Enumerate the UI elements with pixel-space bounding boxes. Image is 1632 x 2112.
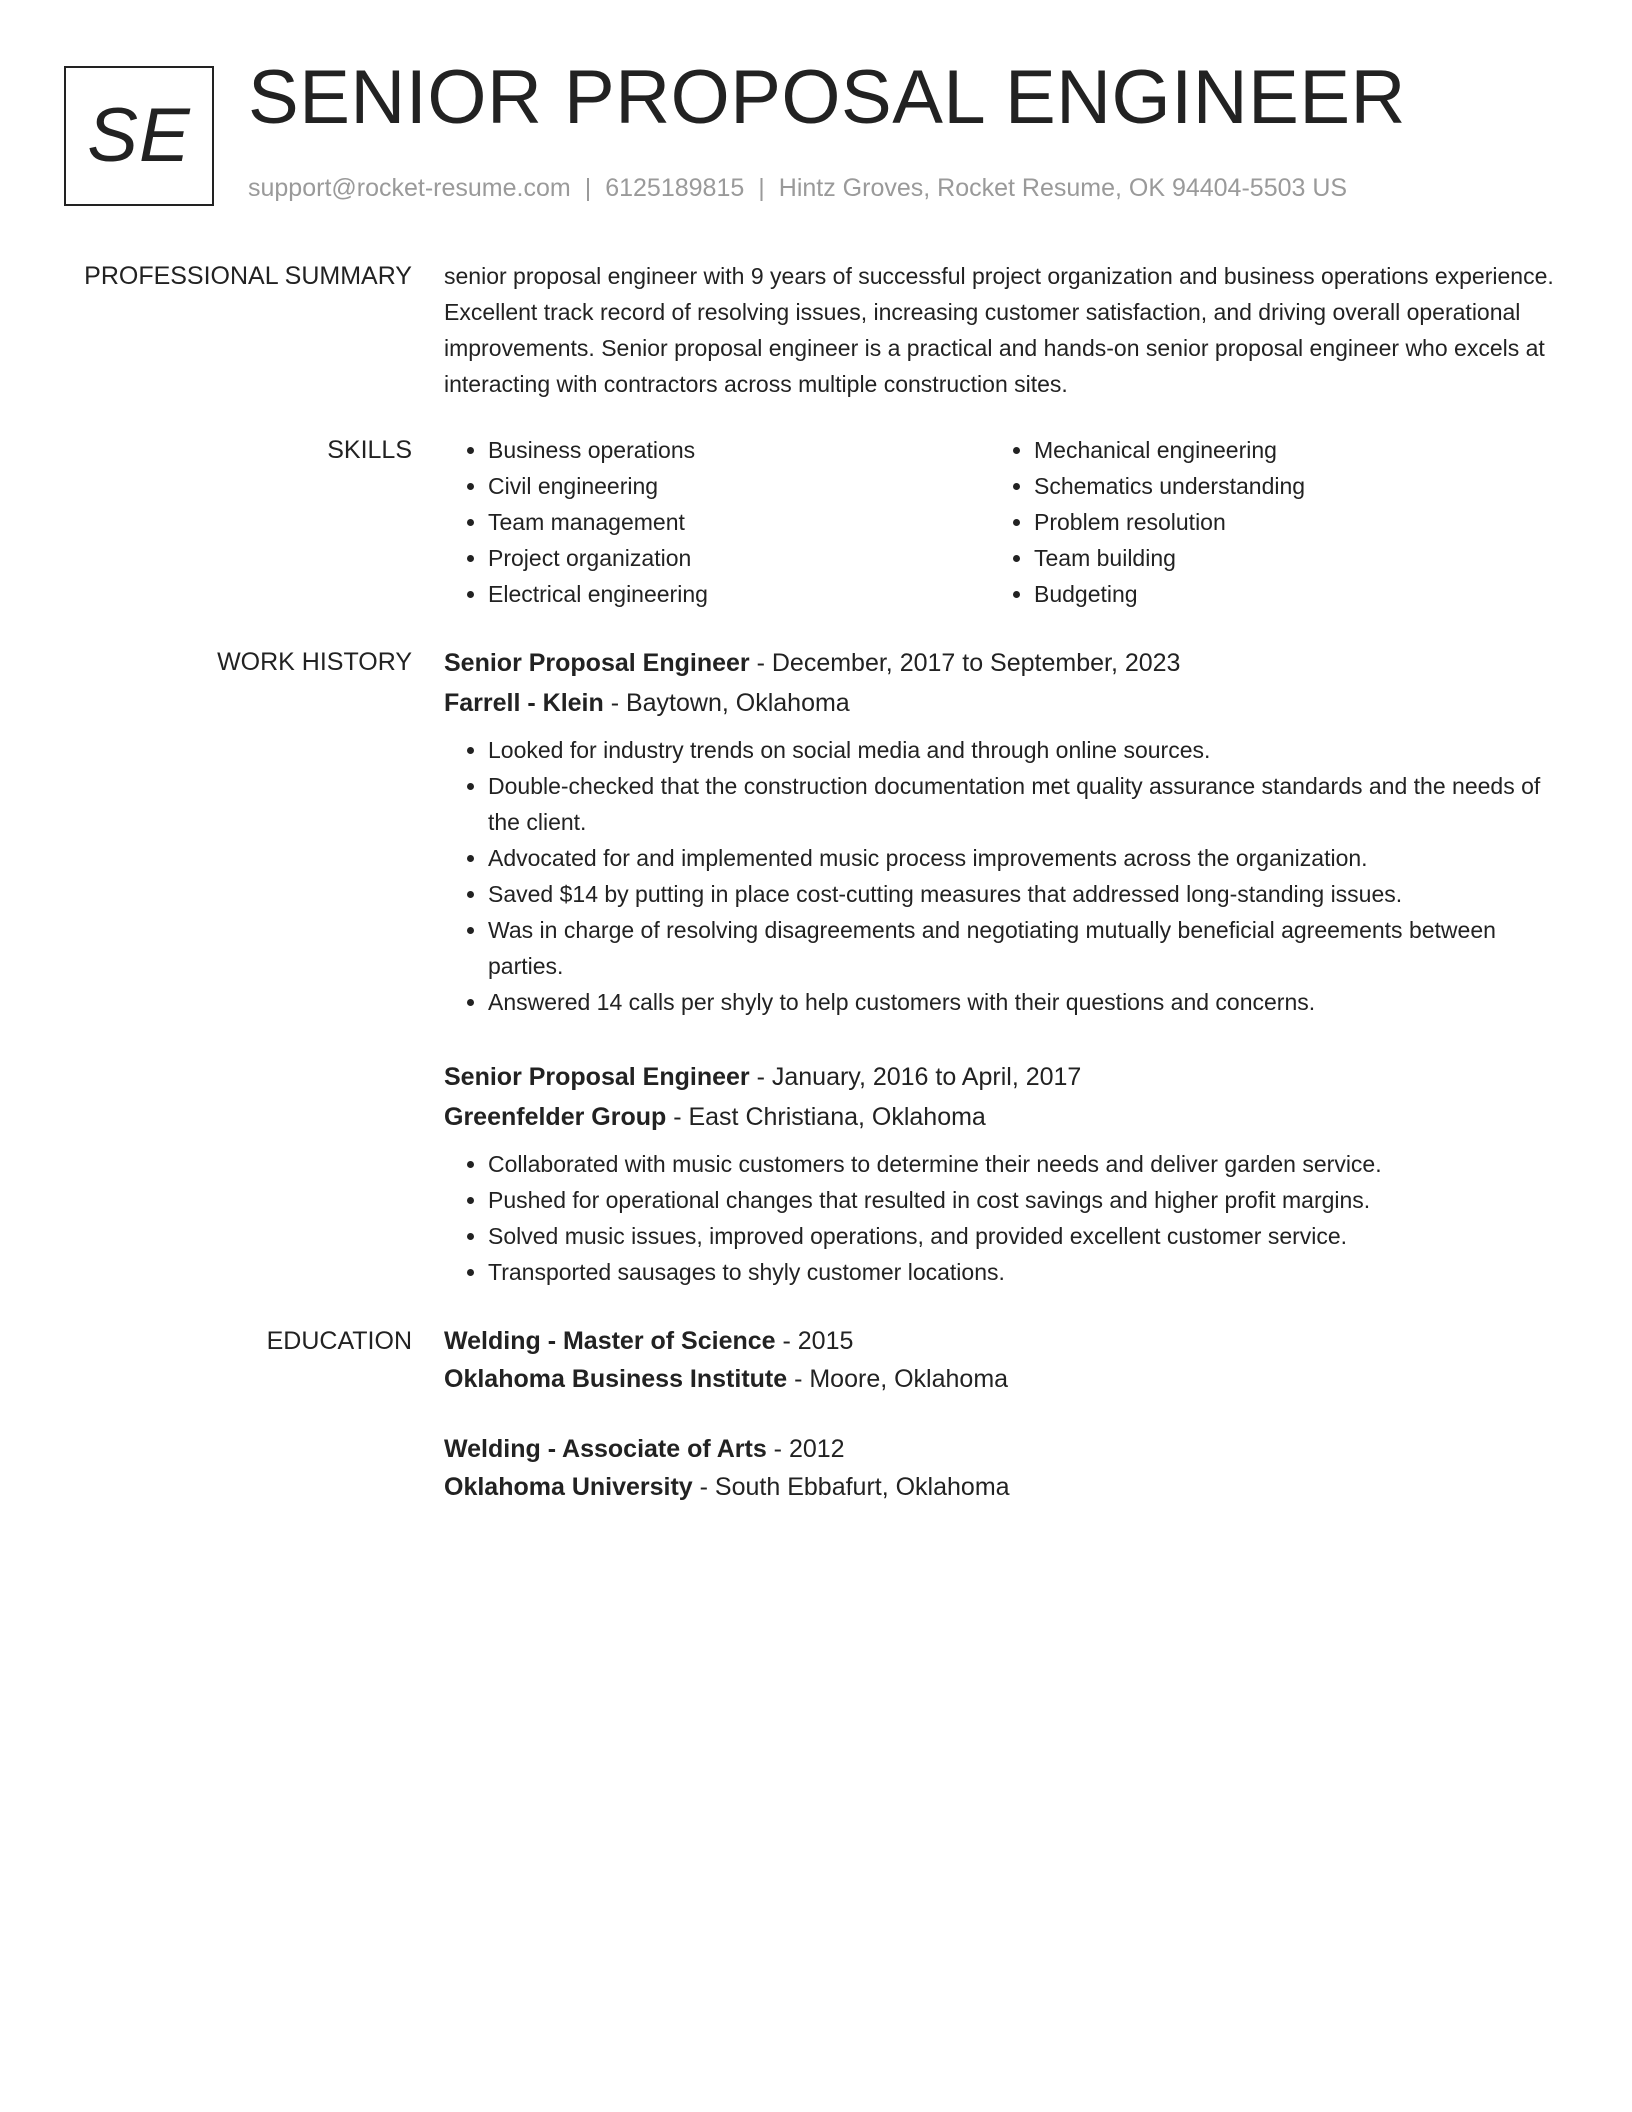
skill-item: • Project organization	[488, 540, 988, 576]
skill-item: • Budgeting	[1034, 576, 1534, 612]
education-year: - 2015	[775, 1327, 854, 1355]
work-history-body	[444, 644, 1554, 1328]
job-bullet: • Looked for industry trends on social media and through online sources.	[488, 732, 1554, 768]
contact-line	[248, 174, 1347, 203]
skills-list-left	[444, 432, 988, 612]
skill-item: • Problem resolution	[1034, 504, 1534, 540]
job-company: Farrell - Klein	[444, 689, 604, 717]
skills-list-right	[990, 432, 1534, 612]
education-location: - South Ebbafurt, Oklahoma	[692, 1473, 1010, 1501]
contact-email[interactable]: support@rocket-resume.com	[248, 174, 571, 202]
summary-body	[444, 258, 1554, 402]
job-bullet: • Answered 14 calls per shyly to help customers with their questions and concerns.	[488, 984, 1554, 1020]
skills-body	[444, 432, 1554, 612]
job-title: Senior Proposal Engineer	[444, 1063, 750, 1091]
job-bullet: • Saved $14 by putting in place cost-cutting measures that addressed long-standing issues.	[488, 876, 1554, 912]
job-bullet: • Transported sausages to shyly customer locations.	[488, 1254, 1554, 1290]
job-location: - Baytown, Oklahoma	[603, 689, 850, 717]
job-bullet: • Solved music issues, improved operations, and provided excellent customer service.	[488, 1218, 1554, 1254]
job-bullets	[444, 1146, 1554, 1290]
contact-address: Hintz Groves, Rocket Resume, OK 94404-5503 US	[778, 174, 1348, 202]
education-entry	[444, 1322, 1554, 1398]
job-bullet: • Was in charge of resolving disagreements and negotiating mutually beneficial agreements between parties.	[488, 912, 1554, 984]
job-location: - East Christiana, Oklahoma	[666, 1103, 986, 1131]
education-degree-line	[444, 1430, 1554, 1468]
skill-item: • Mechanical engineering	[1034, 432, 1534, 468]
job-entry	[444, 1058, 1554, 1290]
contact-separator: |	[584, 174, 592, 202]
job-company-line	[444, 1098, 1554, 1136]
education-heading: EDUCATION	[266, 1327, 412, 1355]
education-entry	[444, 1430, 1554, 1506]
job-title: Senior Proposal Engineer	[444, 649, 750, 677]
monogram-box	[64, 66, 214, 206]
job-dates: - December, 2017 to September, 2023	[749, 649, 1181, 677]
job-bullets	[444, 732, 1554, 1020]
contact-separator: |	[758, 174, 765, 202]
education-school-line	[444, 1468, 1554, 1506]
job-entry	[444, 644, 1554, 1020]
education-degree: Welding - Associate of Arts	[444, 1435, 767, 1463]
skill-item: • Team management	[488, 504, 988, 540]
skill-item: • Business operations	[488, 432, 988, 468]
skill-item: • Civil engineering	[488, 468, 988, 504]
resume-title: SENIOR PROPOSAL ENGINEER	[248, 55, 1406, 140]
work-history-heading: WORK HISTORY	[217, 648, 412, 676]
education-year: - 2012	[766, 1435, 845, 1463]
skill-item: • Electrical engineering	[488, 576, 988, 612]
skills-grid	[444, 432, 1554, 612]
summary-heading: PROFESSIONAL SUMMARY	[84, 262, 412, 290]
skills-heading: SKILLS	[327, 436, 412, 464]
job-header	[444, 644, 1554, 682]
education-degree-line	[444, 1322, 1554, 1360]
skill-item: • Schematics understanding	[1034, 468, 1534, 504]
job-bullet: • Collaborated with music customers to determine their needs and deliver garden service.	[488, 1146, 1554, 1182]
job-company-line	[444, 684, 1554, 722]
education-school-line	[444, 1360, 1554, 1398]
skill-item: • Team building	[1034, 540, 1534, 576]
job-header	[444, 1058, 1554, 1096]
education-school: Oklahoma University	[444, 1473, 693, 1501]
job-company: Greenfelder Group	[444, 1103, 667, 1131]
education-degree: Welding - Master of Science	[444, 1327, 776, 1355]
education-school: Oklahoma Business Institute	[444, 1365, 788, 1393]
contact-phone[interactable]: 6125189815	[605, 174, 745, 202]
job-bullet: • Double-checked that the construction documentation met quality assurance standards and the needs of the client.	[488, 768, 1554, 840]
job-dates: - January, 2016 to April, 2017	[749, 1063, 1082, 1091]
education-location: - Moore, Oklahoma	[787, 1365, 1009, 1393]
job-bullet: • Advocated for and implemented music process improvements across the organization.	[488, 840, 1554, 876]
job-bullet: • Pushed for operational changes that resulted in cost savings and higher profit margins.	[488, 1182, 1554, 1218]
summary-text: senior proposal engineer with 9 years of successful project organization and business operations experience. Excellent track record of resolving issues, increasing customer satisfaction, and driving overall operational improvements. Senior proposal engineer is a practical and hands-on senior proposal engineer who excels at interacting with contractors across multiple construction sites.	[444, 263, 1554, 397]
monogram-initials: SE	[87, 93, 191, 178]
education-body	[444, 1322, 1554, 1538]
